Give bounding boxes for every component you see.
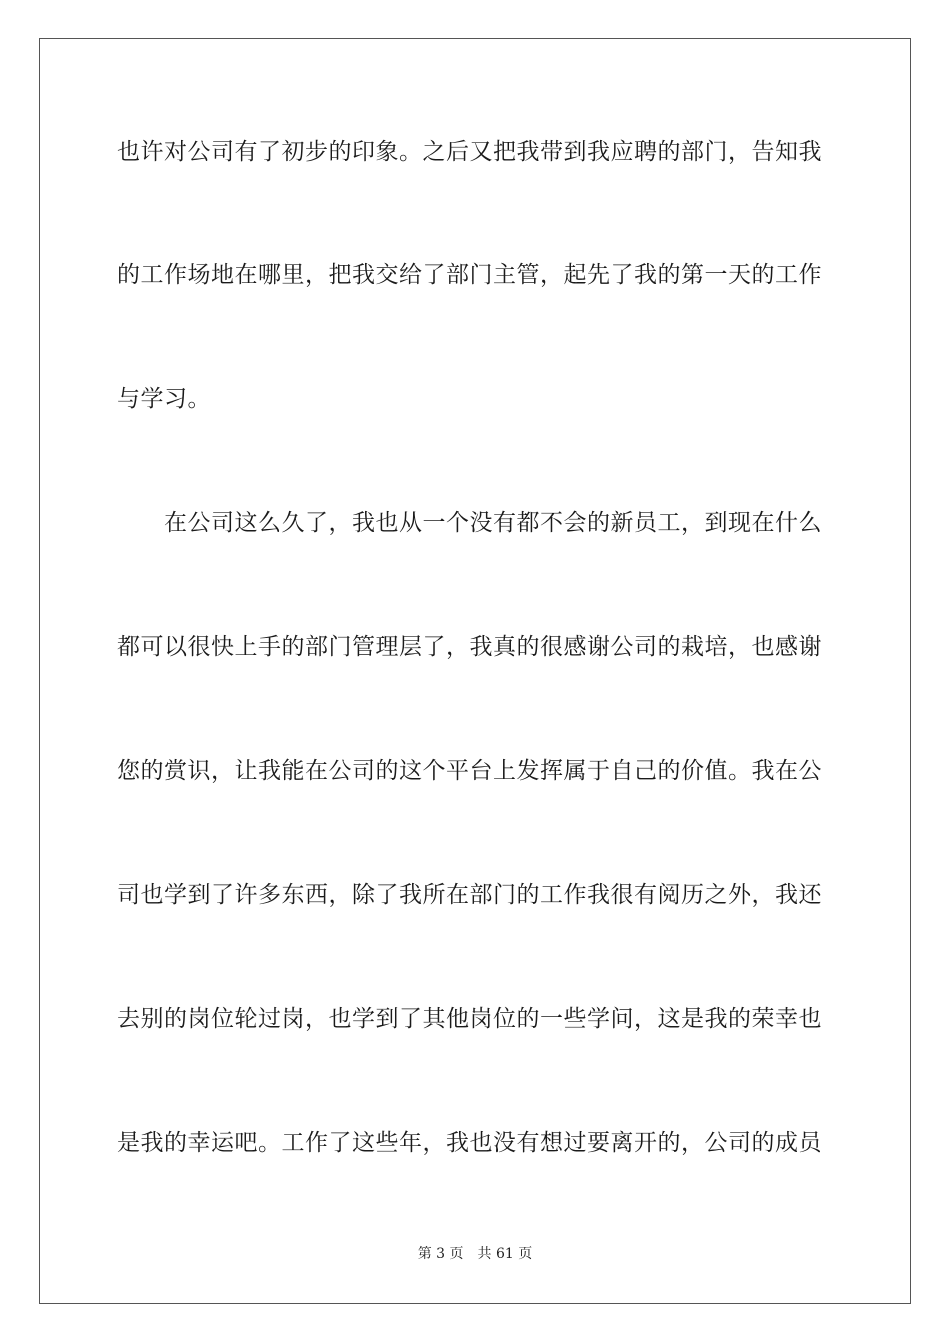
text-line: 是我的幸运吧。工作了这些年，我也没有想过要离开的，公司的成员: [117, 1130, 822, 1156]
text-line: 也许对公司有了初步的印象。之后又把我带到我应聘的部门，告知我: [117, 139, 822, 165]
page-footer: [0, 1245, 950, 1263]
text-line: 与学习。: [117, 386, 211, 412]
page-number: 第 3 页: [417, 1246, 464, 1262]
paragraph-start-line: 在公司这么久了，我也从一个没有都不会的新员工，到现在什么: [117, 510, 822, 536]
page-border: [39, 38, 911, 1304]
text-line: 都可以很快上手的部门管理层了，我真的很感谢公司的栽培，也感谢: [117, 634, 822, 660]
total-pages: 共 61 页: [477, 1246, 533, 1262]
text-line: 司也学到了许多东西，除了我所在部门的工作我很有阅历之外，我还: [117, 882, 822, 908]
text-line: 您的赏识，让我能在公司的这个平台上发挥属于自己的价值。我在公: [117, 758, 822, 784]
text-line: 的工作场地在哪里，把我交给了部门主管，起先了我的第一天的工作: [117, 262, 822, 288]
text-line: 去别的岗位轮过岗，也学到了其他岗位的一些学问，这是我的荣幸也: [117, 1006, 822, 1032]
